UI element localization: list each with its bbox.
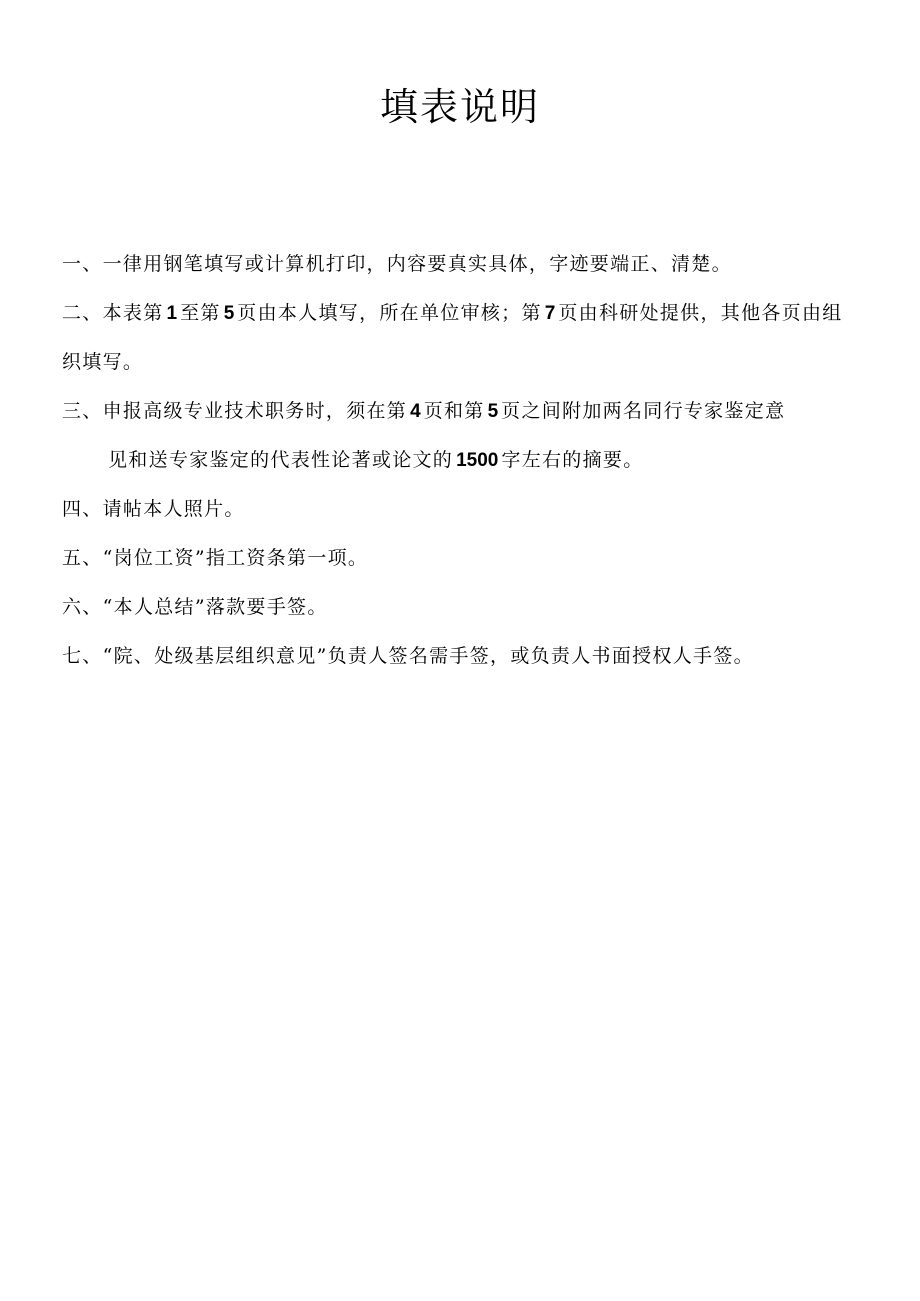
instruction-text: 字左右的摘要。	[501, 449, 644, 471]
instruction-continuation	[62, 436, 852, 485]
instruction-item-1: 一、一律用钢笔填写或计算机打印，内容要真实具体，字迹要端正、清楚。	[62, 253, 732, 275]
instruction-text: 页之间附加两名同行专家鉴定意	[501, 400, 786, 422]
instruction-text: 至第	[180, 302, 221, 324]
instruction-item-4: 四、请帖本人照片。	[62, 498, 245, 520]
instruction-list	[62, 240, 852, 681]
instruction-item-3	[62, 387, 852, 485]
page-number: 4	[410, 401, 421, 422]
instruction-text: 页由本人填写，所在单位审核；第	[237, 302, 542, 324]
instruction-item-7: 七、“院、处级基层组织意见”负责人签名需手签，或负责人书面授权人手签。	[62, 645, 754, 667]
word-count: 1500	[456, 450, 499, 471]
instruction-text: 见和送专家鉴定的代表性论著或论文的	[108, 449, 454, 471]
page-number: 5	[487, 401, 499, 422]
page-number: 7	[544, 303, 556, 324]
page-title: 填表说明	[379, 85, 540, 129]
instruction-item-6: 六、“本人总结”落款要手签。	[62, 596, 328, 618]
instruction-text: 页由科研处提供，其他各页由组织填写。	[62, 302, 843, 373]
page-number: 5	[223, 303, 235, 324]
instruction-text: 三、申报高级专业技术职务时，须在第	[62, 400, 408, 422]
page-number: 1	[166, 303, 178, 324]
instruction-text: 页和第	[423, 400, 485, 422]
instruction-item-2	[62, 289, 852, 387]
instruction-item-5: 五、“岗位工资”指工资条第一项。	[62, 547, 369, 569]
instruction-text: 二、本表第	[62, 302, 164, 324]
